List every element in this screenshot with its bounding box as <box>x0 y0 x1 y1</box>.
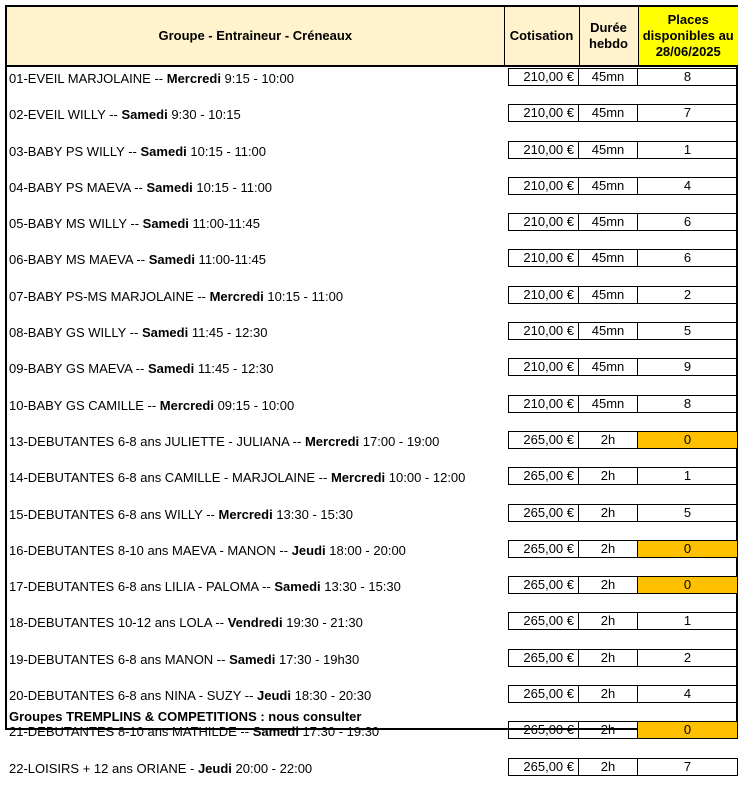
cotisation-cell <box>504 611 579 647</box>
group-day: Samedi <box>146 179 193 195</box>
group-name: 22-LOISIRS + 12 ans ORIANE - <box>9 760 198 776</box>
group-day: Mercredi <box>218 506 273 522</box>
group-cell <box>7 757 504 793</box>
places-value: 4 <box>638 685 738 703</box>
group-day: Samedi <box>141 325 189 341</box>
cotisation-cell <box>504 285 579 321</box>
duree-cell <box>579 357 638 393</box>
places-value: 9 <box>638 358 738 376</box>
group-cell <box>7 285 504 321</box>
group-day: Mercredi <box>166 71 221 86</box>
group-slot: 13:30 - 15:30 <box>320 579 401 595</box>
places-cell <box>638 176 738 212</box>
duree-cell <box>579 321 638 357</box>
schedule-table <box>7 7 738 793</box>
duree-value: 45mn <box>579 249 638 267</box>
group-name: 20-DEBUTANTES 6-8 ans NINA - SUZY -- <box>9 688 258 704</box>
footer-note: Groupes TREMPLINS & COMPETITIONS : nous consulter <box>9 709 362 724</box>
group-day: Samedi <box>252 724 299 740</box>
group-slot: 10:15 - 11:00 <box>192 179 273 195</box>
table-row <box>7 103 738 139</box>
table-row <box>7 575 738 611</box>
cotisation-cell <box>504 212 579 248</box>
group-day: Samedi <box>140 143 187 159</box>
places-cell <box>638 720 738 756</box>
cotisation-value: 210,00 € <box>508 358 579 376</box>
group-slot: 10:15 - 11:00 <box>186 143 267 159</box>
group-cell <box>7 466 504 502</box>
places-value: 1 <box>638 141 738 159</box>
group-day: Vendredi <box>227 615 283 631</box>
places-cell <box>638 248 738 284</box>
group-name: 14-DEBUTANTES 6-8 ans CAMILLE - MARJOLAINE -- <box>9 470 331 486</box>
group-day: Mercredi <box>330 470 386 486</box>
group-cell <box>7 611 504 647</box>
group-slot: 9:30 - 10:15 <box>167 107 241 123</box>
group-slot: 20:00 - 22:00 <box>231 760 313 776</box>
places-value: 8 <box>638 395 738 413</box>
group-name: 15-DEBUTANTES 6-8 ans WILLY -- <box>9 506 219 522</box>
group-cell <box>7 248 504 284</box>
cotisation-value: 210,00 € <box>508 249 579 267</box>
cotisation-cell <box>504 466 579 502</box>
cotisation-value: 265,00 € <box>508 758 579 776</box>
cotisation-value: 265,00 € <box>508 467 579 485</box>
cotisation-cell <box>504 539 579 575</box>
cotisation-value: 265,00 € <box>508 721 579 739</box>
group-name: 06-BABY MS MAEVA -- <box>9 252 149 268</box>
places-value: 6 <box>638 249 738 267</box>
group-cell <box>7 357 504 393</box>
group-cell <box>7 648 504 684</box>
header-cotisation <box>504 7 579 66</box>
places-cell <box>638 321 738 357</box>
header-group-label: Groupe - Entraineur - Créneaux <box>158 28 353 43</box>
places-cell <box>638 503 738 539</box>
duree-cell <box>579 66 638 103</box>
duree-value: 2h <box>579 431 638 449</box>
header-duree-line2: hebdo <box>589 36 628 51</box>
group-slot: 11:45 - 12:30 <box>188 325 268 341</box>
group-name: 05-BABY MS WILLY -- <box>9 216 143 232</box>
cotisation-value: 210,00 € <box>508 322 579 340</box>
group-cell <box>7 321 504 357</box>
duree-cell <box>579 140 638 176</box>
cotisation-value: 265,00 € <box>508 685 579 703</box>
places-cell <box>638 539 738 575</box>
table-row <box>7 611 738 647</box>
cotisation-value: 210,00 € <box>508 286 579 304</box>
duree-value: 45mn <box>579 141 638 159</box>
places-value: 0 <box>638 721 738 739</box>
places-value: 5 <box>638 322 738 340</box>
places-value: 0 <box>638 431 738 449</box>
group-name: 02-EVEIL WILLY -- <box>9 107 122 123</box>
table-row <box>7 176 738 212</box>
cotisation-value: 210,00 € <box>508 213 579 231</box>
header-places-line1: Places <box>667 12 709 27</box>
group-cell <box>7 394 504 430</box>
duree-value: 45mn <box>579 322 638 340</box>
group-slot: 9:15 - 10:00 <box>220 71 294 86</box>
cotisation-value: 265,00 € <box>508 576 579 594</box>
table-row <box>7 140 738 176</box>
table-row <box>7 248 738 284</box>
group-cell <box>7 539 504 575</box>
cotisation-cell <box>504 720 579 756</box>
duree-value: 2h <box>579 685 638 703</box>
group-slot: 11:00-11:45 <box>194 252 267 268</box>
places-value: 0 <box>638 540 738 558</box>
places-cell <box>638 394 738 430</box>
group-name: 03-BABY PS WILLY -- <box>9 143 141 159</box>
group-slot: 19:30 - 21:30 <box>282 615 363 631</box>
header-duree <box>579 7 638 66</box>
places-cell <box>638 684 738 720</box>
places-cell <box>638 430 738 466</box>
group-day: Samedi <box>229 651 276 667</box>
duree-cell <box>579 575 638 611</box>
duree-cell <box>579 466 638 502</box>
duree-cell <box>579 684 638 720</box>
group-day: Mercredi <box>159 397 214 413</box>
duree-cell <box>579 648 638 684</box>
group-cell <box>7 430 504 466</box>
cotisation-value: 210,00 € <box>508 68 579 86</box>
cotisation-cell <box>504 357 579 393</box>
table-row <box>7 285 738 321</box>
group-name: 21-DEBUTANTES 8-10 ans MATHILDE -- <box>9 724 253 740</box>
group-cell <box>7 176 504 212</box>
header-places-line3: 28/06/2025 <box>655 44 721 59</box>
duree-value: 45mn <box>579 358 638 376</box>
group-name: 09-BABY GS MAEVA -- <box>9 361 148 377</box>
table-row <box>7 648 738 684</box>
group-slot: 13:30 - 15:30 <box>272 506 353 522</box>
places-cell <box>638 140 738 176</box>
cotisation-cell <box>504 575 579 611</box>
cotisation-cell <box>504 103 579 139</box>
group-name: 08-BABY GS WILLY -- <box>9 325 142 341</box>
cotisation-cell <box>504 394 579 430</box>
header-duree-line1: Durée <box>590 20 627 35</box>
duree-cell <box>579 430 638 466</box>
header-places <box>638 7 738 66</box>
header-group <box>7 7 504 66</box>
cotisation-cell <box>504 648 579 684</box>
cotisation-cell <box>504 176 579 212</box>
places-value: 8 <box>638 68 738 86</box>
header-row <box>7 7 738 66</box>
duree-value: 45mn <box>579 395 638 413</box>
cotisation-cell <box>504 503 579 539</box>
group-cell <box>7 66 504 103</box>
schedule-sheet <box>5 5 738 776</box>
group-slot: 09:15 - 10:00 <box>213 397 295 413</box>
group-slot: 17:30 - 19:30 <box>298 724 380 740</box>
places-cell <box>638 66 738 103</box>
group-slot: 10:15 - 11:00 <box>263 288 344 304</box>
group-name: 19-DEBUTANTES 6-8 ans MANON -- <box>9 651 230 667</box>
group-name: 17-DEBUTANTES 6-8 ans LILIA - PALOMA -- <box>9 579 275 595</box>
group-day: Jeudi <box>291 542 326 558</box>
group-name: 07-BABY PS-MS MARJOLAINE -- <box>9 288 210 304</box>
group-slot: 18:00 - 20:00 <box>325 542 406 558</box>
places-cell <box>638 212 738 248</box>
places-value: 2 <box>638 649 738 667</box>
cotisation-cell <box>504 321 579 357</box>
group-day: Samedi <box>121 107 168 123</box>
duree-value: 2h <box>579 649 638 667</box>
group-day: Mercredi <box>304 433 360 449</box>
group-day: Samedi <box>274 579 321 595</box>
cotisation-value: 265,00 € <box>508 504 579 522</box>
cotisation-value: 210,00 € <box>508 104 579 122</box>
duree-value: 45mn <box>579 286 638 304</box>
table-row <box>7 66 738 103</box>
places-value: 1 <box>638 467 738 485</box>
duree-value: 45mn <box>579 68 638 86</box>
group-name: 04-BABY PS MAEVA -- <box>9 179 147 195</box>
places-value: 7 <box>638 758 738 776</box>
places-cell <box>638 575 738 611</box>
places-value: 6 <box>638 213 738 231</box>
group-cell <box>7 103 504 139</box>
duree-cell <box>579 248 638 284</box>
places-value: 1 <box>638 612 738 630</box>
group-slot: 11:45 - 12:30 <box>194 361 274 377</box>
cotisation-cell <box>504 430 579 466</box>
places-cell <box>638 285 738 321</box>
duree-cell <box>579 212 638 248</box>
duree-cell <box>579 720 638 756</box>
duree-value: 2h <box>579 504 638 522</box>
group-cell <box>7 503 504 539</box>
places-value: 5 <box>638 504 738 522</box>
header-cotisation-label: Cotisation <box>509 28 574 43</box>
group-name: 10-BABY GS CAMILLE -- <box>9 397 160 413</box>
duree-cell <box>579 285 638 321</box>
group-day: Samedi <box>147 361 195 377</box>
group-day: Jeudi <box>257 688 291 704</box>
duree-value: 45mn <box>579 177 638 195</box>
duree-cell <box>579 757 638 793</box>
duree-value: 2h <box>579 612 638 630</box>
group-name: 01-EVEIL MARJOLAINE -- <box>9 71 167 86</box>
places-cell <box>638 103 738 139</box>
table-row <box>7 466 738 502</box>
group-name: 18-DEBUTANTES 10-12 ans LOLA -- <box>9 615 228 631</box>
group-day: Mercredi <box>209 288 264 304</box>
group-day: Samedi <box>148 252 195 268</box>
places-value: 7 <box>638 104 738 122</box>
cotisation-cell <box>504 757 579 793</box>
duree-cell <box>579 611 638 647</box>
cotisation-value: 265,00 € <box>508 540 579 558</box>
cotisation-value: 210,00 € <box>508 395 579 413</box>
table-row <box>7 503 738 539</box>
group-day: Jeudi <box>197 760 232 776</box>
group-cell <box>7 212 504 248</box>
header-places-line2: disponibles au <box>642 28 734 43</box>
group-slot: 11:00-11:45 <box>188 216 260 232</box>
group-slot: 10:00 - 12:00 <box>385 470 466 486</box>
duree-value: 2h <box>579 467 638 485</box>
cotisation-value: 265,00 € <box>508 649 579 667</box>
places-cell <box>638 611 738 647</box>
table-row <box>7 357 738 393</box>
places-cell <box>638 757 738 793</box>
table-row <box>7 539 738 575</box>
places-value: 4 <box>638 177 738 195</box>
cotisation-value: 210,00 € <box>508 177 579 195</box>
cotisation-cell <box>504 684 579 720</box>
group-slot: 17:30 - 19h30 <box>275 651 360 667</box>
places-value: 0 <box>638 576 738 594</box>
duree-cell <box>579 503 638 539</box>
duree-cell <box>579 539 638 575</box>
group-slot: 18:30 - 20:30 <box>291 688 372 704</box>
cotisation-value: 265,00 € <box>508 431 579 449</box>
duree-value: 2h <box>579 540 638 558</box>
places-cell <box>638 357 738 393</box>
group-cell <box>7 720 504 756</box>
group-name: 13-DEBUTANTES 6-8 ans JULIETTE - JULIANA -- <box>9 433 305 449</box>
table-row <box>7 212 738 248</box>
table-row <box>7 757 738 793</box>
group-day: Samedi <box>142 216 189 232</box>
duree-cell <box>579 394 638 430</box>
group-cell <box>7 575 504 611</box>
cotisation-cell <box>504 140 579 176</box>
table-row <box>7 430 738 466</box>
group-name: 16-DEBUTANTES 8-10 ans MAEVA - MANON -- <box>9 542 292 558</box>
table-row <box>7 720 738 756</box>
duree-value: 45mn <box>579 104 638 122</box>
cotisation-cell <box>504 248 579 284</box>
group-cell <box>7 140 504 176</box>
cotisation-value: 210,00 € <box>508 141 579 159</box>
duree-value: 2h <box>579 576 638 594</box>
duree-cell <box>579 103 638 139</box>
table-row <box>7 394 738 430</box>
duree-value: 45mn <box>579 213 638 231</box>
places-cell <box>638 466 738 502</box>
cotisation-cell <box>504 66 579 103</box>
group-slot: 17:00 - 19:00 <box>359 433 440 449</box>
places-value: 2 <box>638 286 738 304</box>
schedule-rows <box>7 66 738 793</box>
duree-value: 2h <box>579 721 638 739</box>
table-row <box>7 321 738 357</box>
duree-value: 2h <box>579 758 638 776</box>
cotisation-value: 265,00 € <box>508 612 579 630</box>
places-cell <box>638 648 738 684</box>
duree-cell <box>579 176 638 212</box>
